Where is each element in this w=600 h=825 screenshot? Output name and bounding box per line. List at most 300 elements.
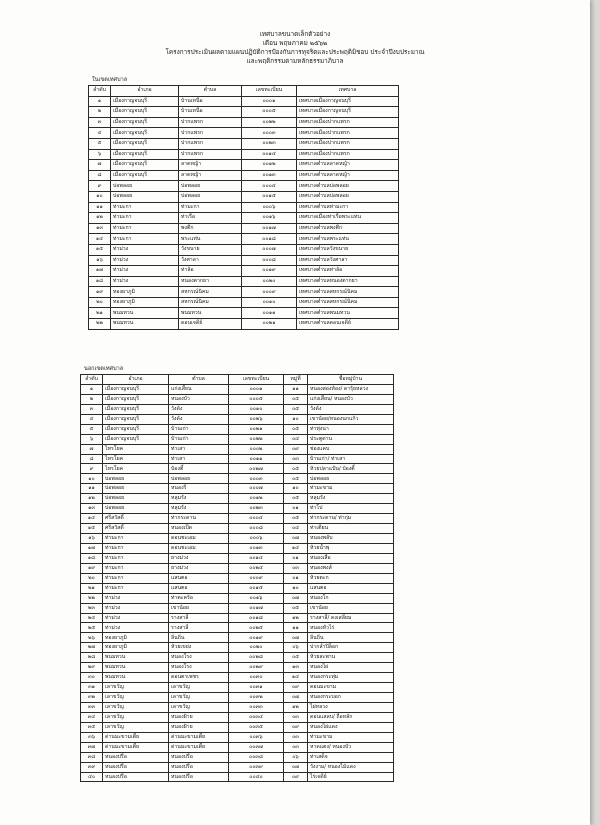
table-cell: ๑๓ [89,223,111,234]
table-cell: ๐๐๐๙ [242,287,297,298]
table-cell: ท่ามะกา [111,223,179,234]
table-cell: ๐๐๓๔ [229,712,284,722]
table-cell: ๐๗ [284,693,308,703]
table-row [89,297,399,308]
table-cell: ท่าเสด็จ [308,752,394,762]
table-cell: ๑ [89,96,111,107]
table-cell: สหกรณ์นิคม [179,287,242,298]
table-cell: ๐๐๓๑ [229,683,284,693]
table-row [81,732,394,742]
table-cell: ๐๓ [284,742,308,752]
table-cell: แก่งเสี้ยน [169,384,229,394]
table-cell: ๐๔ [284,434,308,444]
table-cell: ๑๘ [81,553,103,563]
table-cell: เทศบาลเมืองกาญจนบุรี [297,96,399,107]
table-cell: ๓๓ [81,702,103,712]
table-cell: หลุมรัง [169,494,229,504]
table-row [81,464,394,474]
table-cell: พนมทวน [179,308,242,319]
table-row [89,244,399,255]
table-cell: ๐๐๑๙ [242,266,297,277]
table-row [81,683,394,693]
table-cell: ๐๐๐๑ [229,384,284,394]
table-cell: ท่าเสา [169,444,229,454]
table-cell: ๐๐๓๐ [229,673,284,683]
table-cell: ๐๕ [284,653,308,663]
table-row [81,563,394,573]
table-cell: ๓๖ [81,732,103,742]
table-cell: ๐๐๐๓ [229,474,284,484]
table-cell: ปากลำปิล็อก [308,643,394,653]
table-cell: ท่าม่วง [103,613,169,623]
table-cell: ๐๐๐๗ [242,244,297,255]
table-row [89,213,399,224]
table-cell: ท่าตะคร้อ [169,593,229,603]
table-cell: ๐๐๑๒ [242,160,297,171]
table-cell: ๐๓ [284,454,308,464]
table-row [81,593,394,603]
table-cell: เมืองกาญจนบุรี [111,128,179,139]
table-cell: ๐๐๒๖ [229,414,284,424]
table-cell: ๐๐๒๙ [229,663,284,673]
table-cell: ห้วยเขย่ง [169,643,229,653]
table-cell: ๐๐๑๖ [242,213,297,224]
table-cell: ๐๐๐๖ [229,534,284,544]
table-cell: ๐๐๒๔ [229,563,284,573]
table-cell: ๑๒ [284,613,308,623]
table-cell: เทศบาลเมืองปากแพรก [297,138,399,149]
table-cell: ๑๘ [89,276,111,287]
table-cell: ๐๐๐๒ [229,444,284,454]
table-cell: พนมทวน [111,308,179,319]
table-row [81,454,394,464]
table-cell: ๙ [89,181,111,192]
table-cell: ๐๐๐๘ [229,524,284,534]
table-cell: ท่ามะขาม [308,484,394,494]
table-cell: ท่ากระดาน [169,514,229,524]
table-cell: ๐๐๓๓ [229,702,284,712]
table-cell: ด่านมะขามเตี้ย [169,732,229,742]
table-cell: ดอนแสลบ/ ถือหลัก [308,712,394,722]
table-cell: ๒๙ [81,663,103,673]
table-cell: ประตูด่าน [308,434,394,444]
table-cell: เขาน้อย [169,603,229,613]
table-cell: พนมทวน [111,319,179,330]
table-cell: บ่อพลอย [103,504,169,514]
table-cell: ๐๕ [284,424,308,434]
table-cell: ๐๕ [284,494,308,504]
table-cell: บ้านเหนือ [179,107,242,118]
table-cell: บ้านเก่า/ ท่าเสา [308,454,394,464]
table-row [81,742,394,752]
table-cell: ๑๐ [284,583,308,593]
table-row [89,191,399,202]
table-cell: หนองตากยา [179,276,242,287]
table-cell: บ่อพลอย [111,181,179,192]
table-cell: ๐๐๒๐ [229,643,284,653]
table-cell: ท่ามะกา [103,573,169,583]
table-cell: ๒๕ [81,623,103,633]
table-row [89,223,399,234]
table-row [89,160,399,171]
table-cell: ๐๕ [284,394,308,404]
table-cell: ทองผาภูมิ [103,633,169,643]
table-cell: ๐๐๑๔ [242,149,297,160]
table-cell: หนองปรือ [169,772,229,782]
column-header: อำเภอ [111,86,179,97]
table-cell: ๑๑ [284,623,308,633]
table-cell: บ่อพลอย [179,181,242,192]
table-cell: ปากแพรก [179,128,242,139]
table-cell: บ้านเก่า [169,434,229,444]
table-cell: ๐๐๓๖ [229,732,284,742]
table-row [89,96,399,107]
table-cell: ๓๗ [81,742,103,752]
table-cell: หนองพลับ [308,534,394,544]
table-cell: หลุมรัง [169,504,229,514]
table-cell: ท่าม่วง [111,266,179,277]
table-cell: บ่อพลอย [169,474,229,484]
table-cell: เมืองกาญจนบุรี [111,117,179,128]
table-cell: ๒๑ [81,583,103,593]
table-row [89,308,399,319]
table-cell: ๓ [89,117,111,128]
table-cell: ๐๐๑๑ [242,308,297,319]
table-row [81,583,394,593]
table-cell: ๐๕ [284,404,308,414]
table-cell: ๑๐ [284,414,308,424]
document-header [0,30,590,66]
table-cell: ท่าเสา [169,454,229,464]
table-cell: เขาน้อย [308,603,394,613]
table-cell: ๐๓ [284,712,308,722]
table-cell: ๐๐๒๑ [242,319,297,330]
table-cell: ๔ [89,128,111,139]
table-row [81,712,394,722]
table-cell: แสนตอ [169,583,229,593]
table-cell: ๑๓ [81,504,103,514]
table-cell: ท่ามะขาม [308,732,394,742]
table-header-row [89,86,399,97]
column-header: เลขทะเบียน [242,86,297,97]
table-row [81,444,394,454]
non-municipal-table [80,374,394,782]
table-cell: ๑๔ [284,673,308,683]
table-cell: วังด้ง [169,414,229,424]
table-cell: เทศบาลตำบลสหกรณ์นิคม [297,287,399,298]
table-cell: ๐๐๒๘ [229,653,284,663]
table-cell: หลุมรัง [308,494,394,504]
table-cell: ๐๐๐๑ [242,96,297,107]
table-cell: ๐๕ [284,464,308,474]
table-cell: ไร่เจดีย์ [308,772,394,782]
table-cell: วังด้ง [308,404,394,414]
table-cell: เมืองกาญจนบุรี [111,138,179,149]
table-cell: ๐๐๑๑ [229,454,284,464]
table-cell: ๗ [89,160,111,171]
table-cell: พนมทวน [103,663,169,673]
table-cell: หนองโรง [169,663,229,673]
table-cell: รางสาลี่ [169,623,229,633]
table-cell: ช่องแคบ [308,444,394,454]
table-cell: ๑๔ [89,234,111,245]
table-cell: ๐๖ [284,643,308,653]
table-cell: ๑ [81,384,103,394]
table-row [81,414,394,424]
table-cell: ๑๔ [284,543,308,553]
table-cell: พระแท่น [179,234,242,245]
table-cell: ลิ่นถิ่น [169,633,229,643]
table-cell: ๒๒ [89,319,111,330]
table-row [89,117,399,128]
table-cell: ๑๒ [81,494,103,504]
table-cell: ศรีสวัสดิ์ [103,514,169,524]
table-cell: ปากแพรก [179,117,242,128]
table-cell: ๐๐๔๐ [229,772,284,782]
table-cell: ๑๖ [81,534,103,544]
table-row [81,553,394,563]
table-cell: ทองผาภูมิ [103,643,169,653]
table-cell: ๐๔ [284,524,308,534]
table-cell: ๑๑ [81,484,103,494]
table-cell: ๐๐๑๐ [242,297,297,308]
table-cell: ห้วยสะพาน [308,653,394,663]
table-cell: ๒๗ [81,643,103,653]
table-cell: ๑๒ [284,702,308,712]
table-cell: ๒๔ [81,613,103,623]
table-row [81,722,394,732]
table-cell: ๐๐๑๒ [229,494,284,504]
table-cell: ๐๗ [284,593,308,603]
table-cell: ๔ [81,414,103,424]
table-cell: ๙ [81,464,103,474]
table-cell: ปากแพรก [179,149,242,160]
table-cell: ๒ [81,394,103,404]
table-cell: ๐๐๓๕ [229,722,284,732]
table-cell: บ่อพลอย [179,191,242,202]
table-cell: ๑๐ [81,474,103,484]
table-cell: ไทรโยค [103,454,169,464]
table-row [89,287,399,298]
table-cell: หนองเสือ [308,553,394,563]
column-header: ลำดับ [89,86,111,97]
table-cell: หนองกระบอก [308,693,394,703]
table-cell: ๑๔ [81,514,103,524]
table-cell: ห้วยปลาแป้น/ บ้องตี้ [308,464,394,474]
table-cell: ๐๗ [284,762,308,772]
table-cell: ดอนชะเอม [169,543,229,553]
table-cell: พนมทวน [103,653,169,663]
table-cell: ห้วยน้ำพุ [308,543,394,553]
table-cell: ๒๐ [81,573,103,583]
table-cell: บ่อพลอย [103,494,169,504]
table-cell: ๓๑ [81,683,103,693]
table-cell: ๐๗ [284,534,308,544]
table-cell: เมืองกาญจนบุรี [111,160,179,171]
table-cell: ๐๐๒๗ [229,464,284,474]
table-cell: ท่ามะกา [103,534,169,544]
table-cell: เมืองกาญจนบุรี [111,107,179,118]
table-cell: เมืองกาญจนบุรี [111,96,179,107]
table-cell: ๑๐ [284,484,308,494]
table-row [81,633,394,643]
table-cell: ยางม่วง [169,553,229,563]
table-cell: ๒๑ [89,308,111,319]
table-cell: ลาดหญ้า [179,160,242,171]
table-row [81,623,394,633]
table-cell: ท่าล้อ [179,266,242,277]
table-row [81,693,394,703]
table-cell: ๐๐๓๗ [229,742,284,752]
table-row [81,762,394,772]
table-cell: เทศบาลเมืองปากแพรก [297,117,399,128]
table-cell: พนมทวน [103,673,169,683]
table-cell: ๐๕ [284,474,308,484]
table-cell: ด่านมะขามเตี้ย [103,732,169,742]
table-cell: ๐๐๒๒ [229,434,284,444]
table-cell: ๑๒ [89,213,111,224]
table-row [81,613,394,623]
table-cell: ท่าม่วง [103,593,169,603]
table-cell: ดอนชะเอม [169,534,229,544]
table-cell: ๐๐๐๖ [242,202,297,213]
table-cell: ท่ามะกา [111,234,179,245]
table-cell: ๐๙ [284,444,308,454]
table-cell: ท่ามะกา [103,543,169,553]
table-cell: ๘ [89,170,111,181]
table-cell: ๐๖ [284,752,308,762]
table-cell: ท่าม่วง [111,255,179,266]
table-cell: บ่อพลอย [103,474,169,484]
table-cell: ๐๐๓๙ [229,762,284,772]
table-cell: หนองไผ่แดง [308,722,394,732]
table-cell: ๐๐๒๑ [229,424,284,434]
table-cell: เทศบาลตำบลท่าล้อ [297,266,399,277]
table-cell: เมืองกาญจนบุรี [103,404,169,414]
table-cell: ๑๕ [81,524,103,534]
table-cell: ๐๐๑๓ [242,170,297,181]
table-cell: เทศบาลตำบลท่ามะกา [297,202,399,213]
table-cell: ๐๐๑๘ [229,613,284,623]
table-cell: เมืองกาญจนบุรี [103,424,169,434]
table-cell: เลาขวัญ [103,712,169,722]
table-cell: ๐๐๑๕ [242,191,297,202]
table-cell: ๐๙ [284,772,308,782]
table-cell: หนองหัวไร่ [308,623,394,633]
table-cell: ๑๗ [89,266,111,277]
table-cell: เทศบาลตำบลลาดหญ้า [297,170,399,181]
table-cell: ไผ่หลวง [308,702,394,712]
table-row [81,752,394,762]
table-cell: เทศบาลตำบลวังขนาย [297,244,399,255]
table-cell: ๐๐๐๘ [242,255,297,266]
column-header: ชื่อหมู่บ้าน [308,375,394,385]
table-cell: ลิ่นถิ่น [308,633,394,643]
table-cell: ๓๔ [81,712,103,722]
table-cell: ๑๖ [89,255,111,266]
table-cell: ๐๐๑๐ [229,404,284,414]
table-row [81,543,394,553]
table-cell: ท่ามะกา [103,563,169,573]
column-header: ตำบล [179,86,242,97]
table-cell: หนองโก [308,593,394,603]
table-cell: ๐๐๐๕ [242,107,297,118]
table-cell: ๐๐๒๕ [229,623,284,633]
table-cell: เทศบาลตำบลลาดหญ้า [297,160,399,171]
table-row [81,772,394,782]
table-cell: เลาขวัญ [103,702,169,712]
table-cell: ปากแพรก [179,138,242,149]
table-cell: เทศบาลตำบลวังศาลา [297,255,399,266]
table-cell: เมืองกาญจนบุรี [103,394,169,404]
table-cell: รางสาลี่/ ดงเสลี่ยม [308,613,394,623]
table-cell: ท่าม่วง [111,244,179,255]
table-header-row [81,375,394,385]
table-cell: เมืองกาญจนบุรี [111,149,179,160]
table-cell: เลาขวัญ [103,693,169,703]
section1-label: ในเขตเทศบาล [92,77,128,83]
table-cell: แก่งเสี้ยน/ หนองบัว [308,394,394,404]
table-cell: เทศบาลเมืองปากแพรก [297,149,399,160]
table-cell: หนองเป็ด [169,524,229,534]
table-cell: ๓ [81,404,103,414]
table-cell: ๒๘ [81,653,103,663]
table-row [89,107,399,118]
table-cell: เขาน้อย/หนองนกแก้ว [308,414,394,424]
table-cell: หนองปรือ [103,772,169,782]
table-row [81,663,394,673]
table-row [89,255,399,266]
table-cell: ๐๐๓๘ [229,752,284,762]
table-cell: พงตึก [179,223,242,234]
table-row [81,643,394,653]
table-cell: ๐๐๑๖ [229,593,284,603]
table-cell: หนองปรือ [169,762,229,772]
table-cell: แสนตอ [169,573,229,583]
table-cell: ๐๐๑๗ [242,223,297,234]
table-cell: ท่าทุ่งนา [308,424,394,434]
table-cell: ๑๗ [81,543,103,553]
table-cell: รางสาลี่ [169,613,229,623]
table-row [81,474,394,484]
table-row [81,534,394,544]
table-row [81,434,394,444]
table-cell: ด่านมะขามเตี้ย [169,742,229,752]
table-cell: ดอนมะขาม [308,683,394,693]
table-cell: หนองพงส์ [308,563,394,573]
header-line-4: และพฤติกรรมตามหลักธรรมาภิบาล [246,57,344,65]
municipal-table [88,85,399,330]
table-cell: ๐๐๐๓ [242,128,297,139]
table-cell: ๓๕ [81,722,103,732]
header-line-3: โครงการประเมินผลตามแผนปฏิบัติการป้องกันการทุจริตและประพฤติมิชอบ ประจำปีงบประมาณ [165,48,425,56]
table-cell: ๓๘ [81,752,103,762]
table-row [89,234,399,245]
table-cell: ท่าม่วง [103,623,169,633]
table-cell: ๓๙ [81,762,103,772]
table-cell: ๒๐ [89,297,111,308]
column-header: หมู่ที่ [284,375,308,385]
table-row [81,424,394,434]
table-cell: ๐๐๓๒ [229,693,284,703]
table-cell: ดอนตาเพชร [169,673,229,683]
table-row [89,149,399,160]
column-header: ลำดับ [81,375,103,385]
table-cell: ด่านมะขามเตี้ย [103,742,169,752]
table-row [89,266,399,277]
table-cell: บ่อพลอย [111,191,179,202]
table-cell: เทศบาลตำบลพงตึก [297,223,399,234]
